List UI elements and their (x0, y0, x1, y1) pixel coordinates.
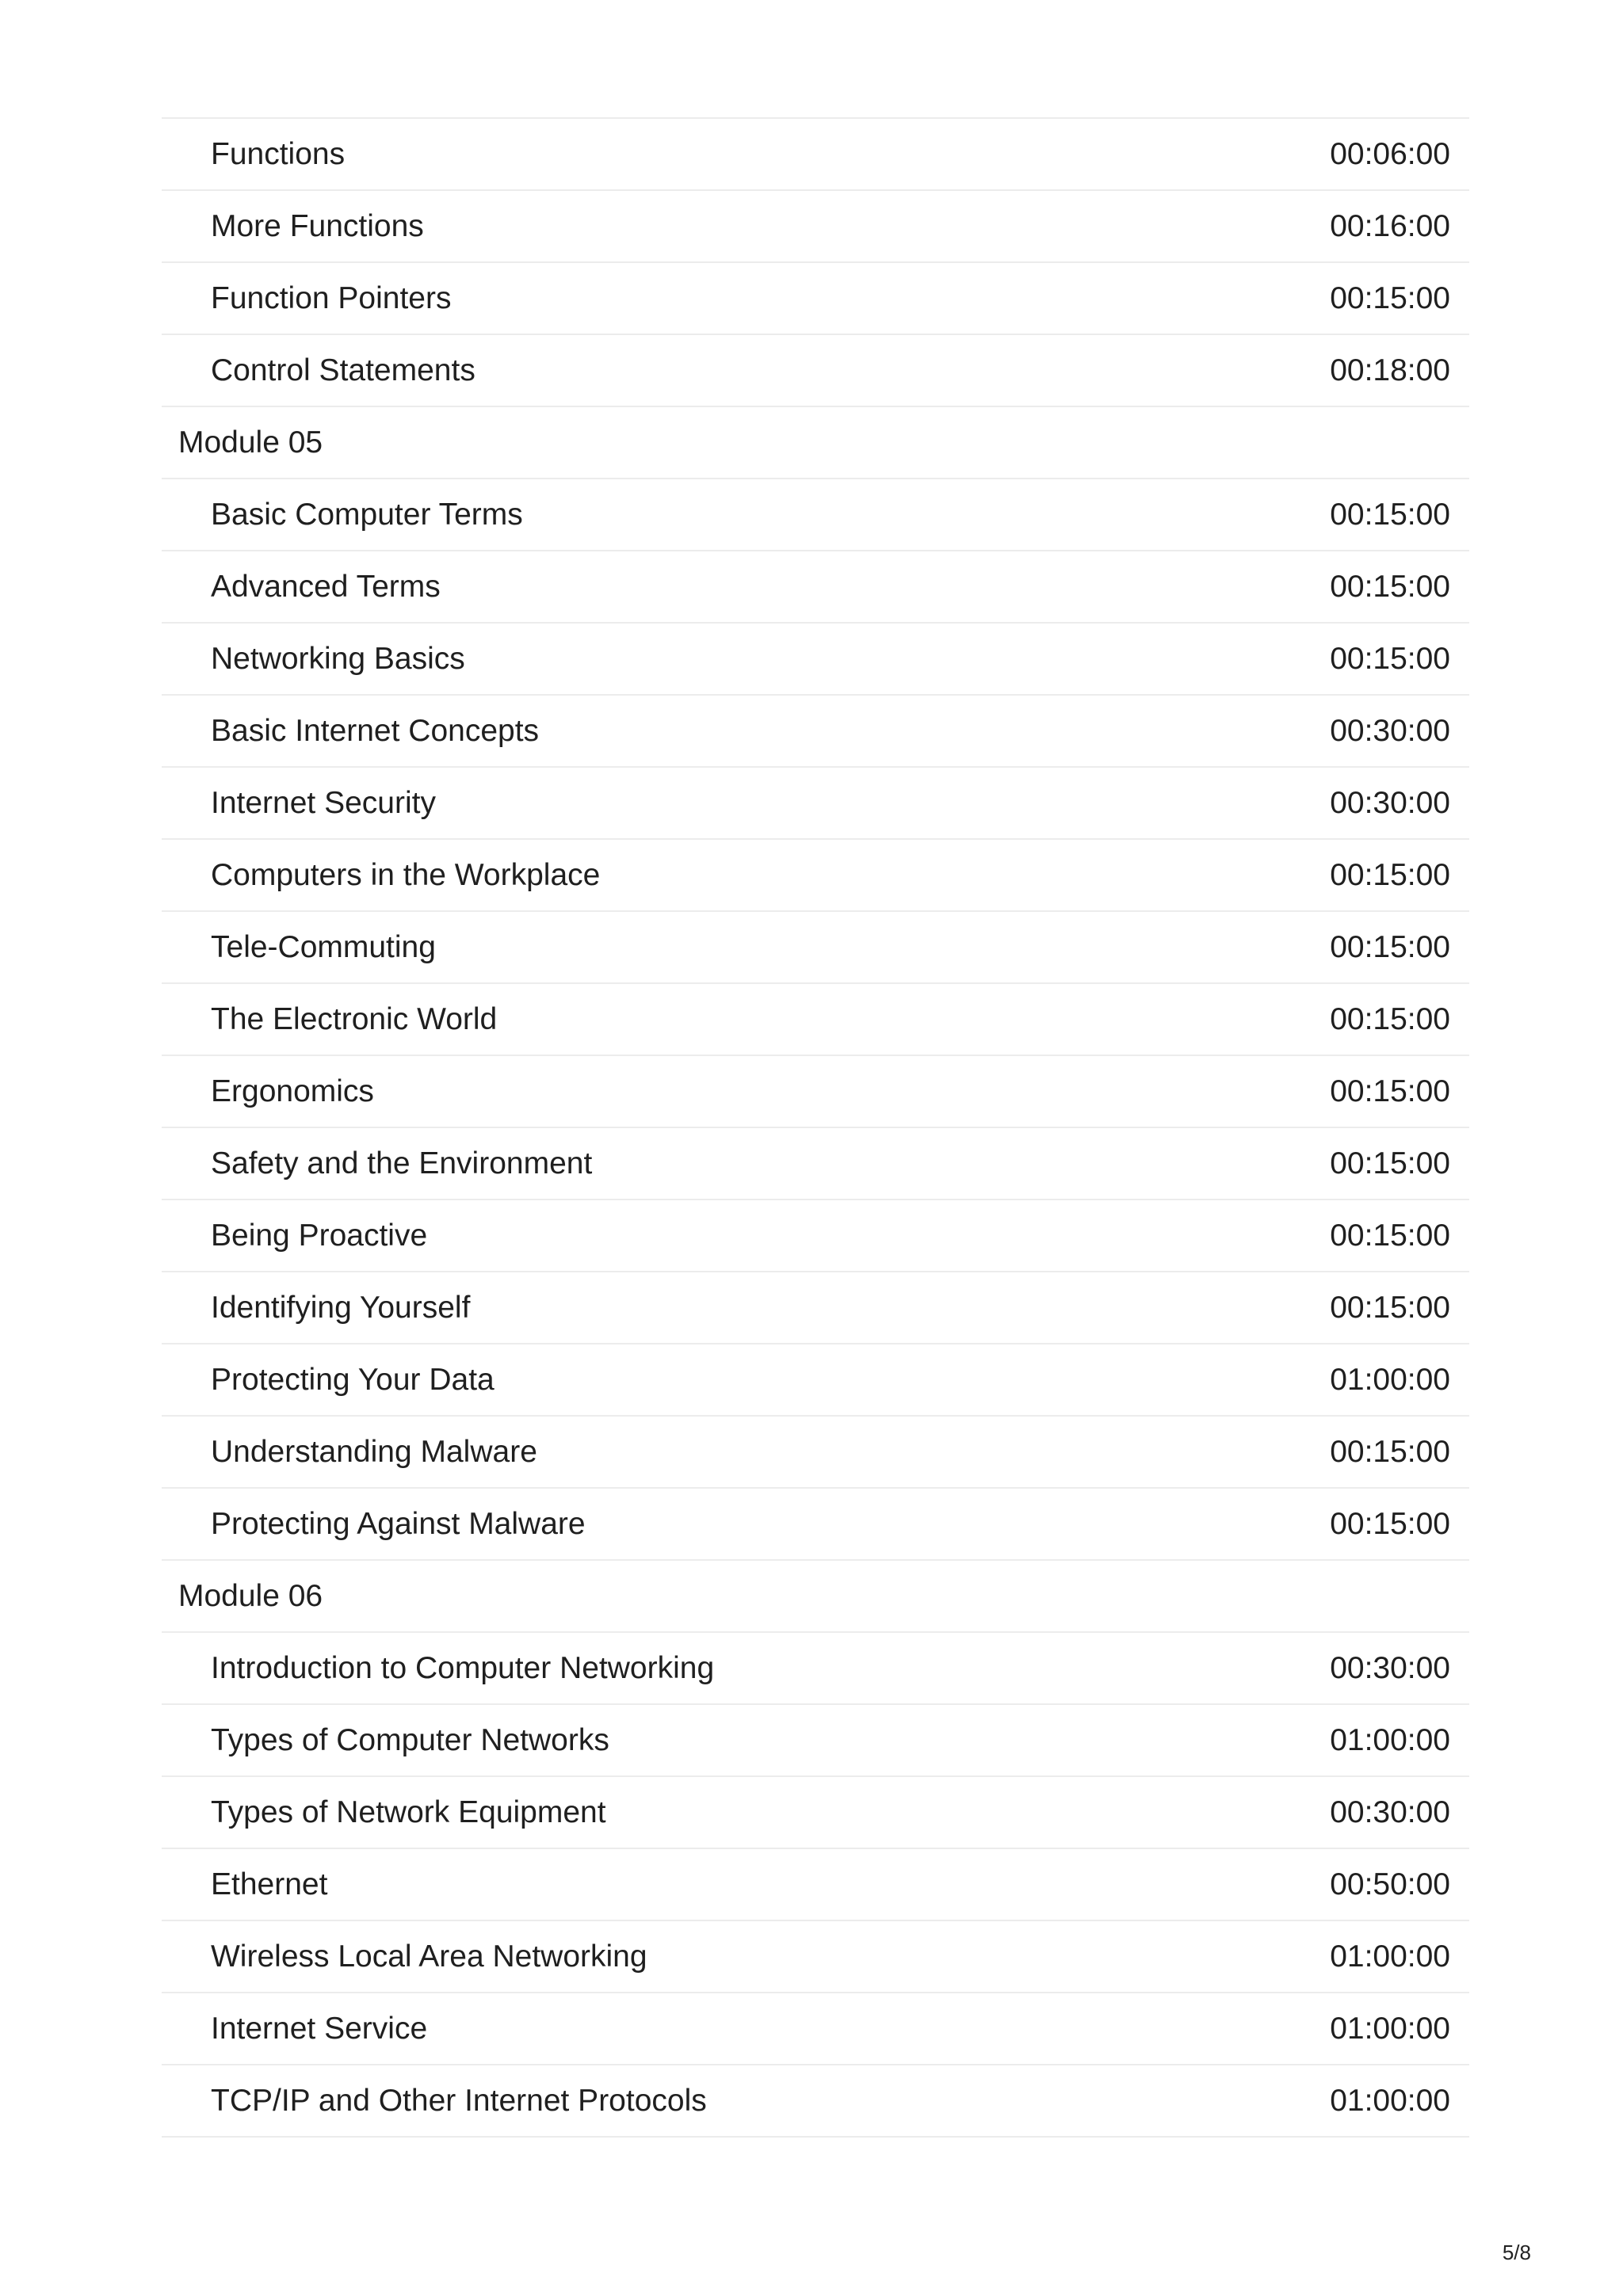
lesson-title: Being Proactive (211, 1219, 428, 1253)
lesson-title: Advanced Terms (211, 570, 441, 604)
lesson-duration: 00:15:00 (1330, 858, 1450, 892)
lesson-row (162, 1272, 1469, 1344)
lesson-title: Internet Service (211, 2012, 428, 2046)
curriculum-table (162, 117, 1469, 2138)
lesson-duration: 00:15:00 (1330, 570, 1450, 604)
lesson-title: Basic Internet Concepts (211, 714, 540, 748)
lesson-title: Function Pointers (211, 281, 452, 315)
lesson-row (162, 1993, 1469, 2065)
lesson-title: Introduction to Computer Networking (211, 1651, 715, 1685)
lesson-duration: 00:06:00 (1330, 137, 1450, 171)
lesson-row (162, 1417, 1469, 1489)
lesson-row (162, 479, 1469, 551)
lesson-row (162, 263, 1469, 335)
lesson-title: Types of Network Equipment (211, 1795, 606, 1829)
lesson-duration: 00:15:00 (1330, 1507, 1450, 1541)
lesson-duration: 00:30:00 (1330, 714, 1450, 748)
lesson-title: More Functions (211, 209, 424, 243)
module-header-row (162, 1561, 1469, 1633)
lesson-duration: 00:18:00 (1330, 353, 1450, 387)
lesson-row (162, 1489, 1469, 1561)
lesson-row (162, 696, 1469, 768)
lesson-duration: 01:00:00 (1330, 2012, 1450, 2046)
lesson-row (162, 984, 1469, 1056)
lesson-duration: 00:15:00 (1330, 930, 1450, 964)
lesson-duration: 00:15:00 (1330, 281, 1450, 315)
lesson-row (162, 1128, 1469, 1200)
lesson-title: Ethernet (211, 1867, 328, 1901)
page-number: 5/8 (1502, 2241, 1531, 2264)
lesson-title: Tele-Commuting (211, 930, 436, 964)
lesson-row (162, 624, 1469, 696)
lesson-duration: 00:30:00 (1330, 1795, 1450, 1829)
lesson-title: Protecting Your Data (211, 1363, 495, 1397)
lesson-duration: 00:15:00 (1330, 1219, 1450, 1253)
lesson-duration: 01:00:00 (1330, 1939, 1450, 1974)
lesson-duration: 01:00:00 (1330, 2084, 1450, 2118)
lesson-title: Understanding Malware (211, 1435, 537, 1469)
lesson-title: Networking Basics (211, 642, 465, 676)
lesson-title: Functions (211, 137, 346, 171)
lesson-duration: 00:15:00 (1330, 498, 1450, 532)
lesson-duration: 01:00:00 (1330, 1723, 1450, 1757)
lesson-duration: 00:15:00 (1330, 1291, 1450, 1325)
lesson-title: The Electronic World (211, 1002, 498, 1036)
lesson-title: Internet Security (211, 786, 436, 820)
lesson-duration: 00:15:00 (1330, 1146, 1450, 1180)
lesson-duration: 00:30:00 (1330, 786, 1450, 820)
lesson-row (162, 1849, 1469, 1921)
module-title: Module 06 (178, 1579, 323, 1613)
lesson-title: Control Statements (211, 353, 475, 387)
lesson-title: Computers in the Workplace (211, 858, 601, 892)
lesson-duration: 00:30:00 (1330, 1651, 1450, 1685)
lesson-title: Wireless Local Area Networking (211, 1939, 647, 1974)
lesson-duration: 00:15:00 (1330, 1002, 1450, 1036)
lesson-duration: 00:50:00 (1330, 1867, 1450, 1901)
lesson-title: Basic Computer Terms (211, 498, 523, 532)
lesson-row (162, 912, 1469, 984)
lesson-title: TCP/IP and Other Internet Protocols (211, 2084, 707, 2118)
lesson-title: Ergonomics (211, 1074, 374, 1108)
lesson-row (162, 840, 1469, 912)
lesson-duration: 00:15:00 (1330, 1435, 1450, 1469)
lesson-row (162, 335, 1469, 407)
lesson-duration: 00:15:00 (1330, 642, 1450, 676)
lesson-duration: 00:16:00 (1330, 209, 1450, 243)
lesson-row (162, 1633, 1469, 1705)
module-header-row (162, 407, 1469, 479)
lesson-duration: 01:00:00 (1330, 1363, 1450, 1397)
lesson-row (162, 768, 1469, 840)
lesson-row (162, 1200, 1469, 1272)
lesson-title: Types of Computer Networks (211, 1723, 609, 1757)
lesson-duration: 00:15:00 (1330, 1074, 1450, 1108)
lesson-row (162, 1705, 1469, 1777)
lesson-row (162, 1777, 1469, 1849)
lesson-title: Safety and the Environment (211, 1146, 593, 1180)
module-title: Module 05 (178, 425, 323, 460)
lesson-title: Identifying Yourself (211, 1291, 471, 1325)
lesson-row (162, 551, 1469, 624)
lesson-row (162, 191, 1469, 263)
lesson-row (162, 1921, 1469, 1993)
lesson-title: Protecting Against Malware (211, 1507, 586, 1541)
lesson-row (162, 119, 1469, 191)
lesson-row (162, 2065, 1469, 2138)
lesson-row (162, 1056, 1469, 1128)
lesson-row (162, 1344, 1469, 1417)
